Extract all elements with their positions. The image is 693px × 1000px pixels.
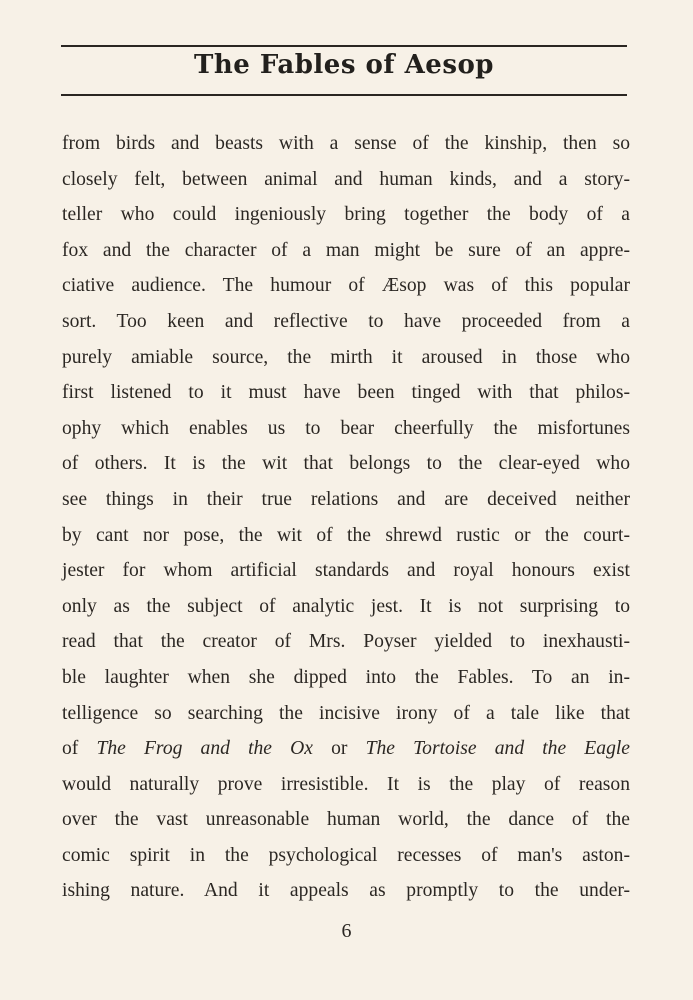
text-line: would naturally prove irresistible. It is the play of reason [62, 773, 630, 795]
text-line: ophy which enables us to bear cheerfully the misfortunes [62, 417, 630, 439]
page-number: 6 [341, 920, 352, 942]
text-line: teller who could ingeniously bring together the body of a [62, 204, 630, 226]
text-line: sort. Too keen and reflective to have proceeded from a [62, 310, 630, 332]
text-line: by cant nor pose, the wit of the shrewd rustic or the court- [62, 524, 630, 546]
text-line: read that the creator of Mrs. Poyser yielded to inexhausti- [62, 631, 630, 653]
text-line: telligence so searching the incisive irony of a tale like that [62, 702, 630, 724]
running-header: The Fables of Aesop [194, 50, 494, 80]
text-line: purely amiable source, the mirth it aroused in those who [62, 346, 630, 368]
text-line: first listened to it must have been tinged with that philos- [62, 382, 630, 404]
text-line: closely felt, between animal and human kinds, and a story- [62, 168, 630, 190]
text-line: of others. It is the wit that belongs to the clear-eyed who [62, 453, 630, 475]
text-line: comic spirit in the psychological recesses of man's aston- [62, 844, 630, 866]
text-line: ble laughter when she dipped into the Fables. To an in- [62, 666, 630, 688]
body-text [62, 126, 630, 909]
text-line: ishing nature. And it appeals as promptly to the under- [62, 880, 630, 902]
header-rule-top [61, 45, 627, 47]
text-line: fox and the character of a man might be sure of an appre- [62, 239, 630, 261]
text-line: of The Frog and the Ox or The Tortoise and the Eagle [62, 738, 631, 760]
text-line: jester for whom artificial standards and royal honours exist [62, 560, 630, 582]
text-line: see things in their true relations and are deceived neither [62, 488, 630, 510]
text-line: from birds and beasts with a sense of the kinship, then so [62, 133, 630, 154]
text-line: only as the subject of analytic jest. It is not surprising to [62, 595, 630, 617]
text-line: ciative audience. The humour of Æsop was of this popular [62, 275, 630, 297]
header-rule-bottom [61, 94, 627, 96]
text-line: over the vast unreasonable human world, the dance of the [62, 809, 630, 831]
